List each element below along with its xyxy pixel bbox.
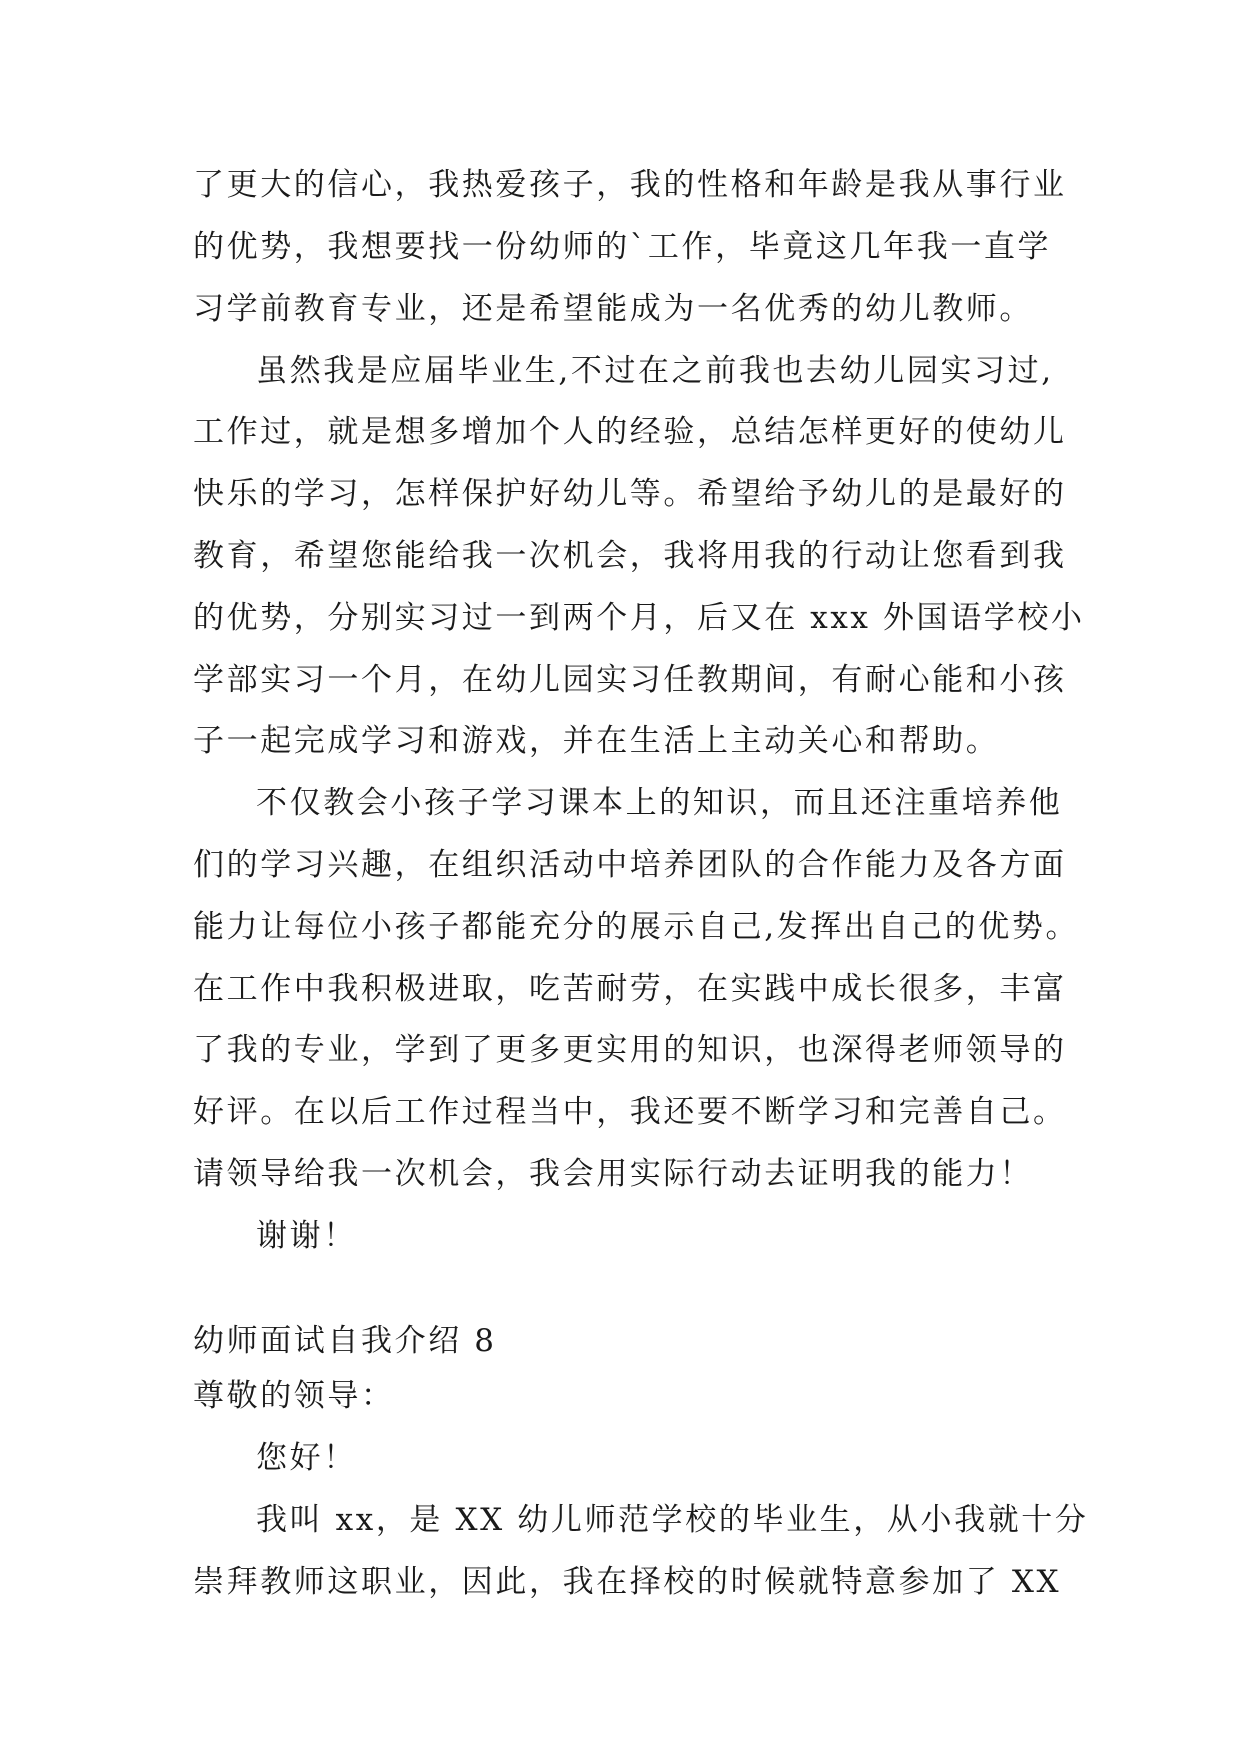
- paragraph-line: 习学前教育专业，还是希望能成为一名优秀的幼儿教师。: [193, 291, 1033, 327]
- paragraph-line: 们的学习兴趣，在组织活动中培养团队的合作能力及各方面: [193, 847, 1067, 883]
- paragraph-line: 快乐的学习，怎样保护好幼儿等。希望给予幼儿的是最好的: [193, 476, 1067, 512]
- paragraph-line: 能力让每位小孩子都能充分的展示自己,发挥出自己的优势。: [193, 909, 1080, 945]
- paragraph-line: 请领导给我一次机会，我会用实际行动去证明我的能力！: [193, 1156, 1033, 1192]
- paragraph-line: 不仅教会小孩子学习课本上的知识，而且还注重培养他: [256, 785, 1063, 821]
- paragraph-line: 好评。在以后工作过程当中，我还要不断学习和完善自己。: [193, 1094, 1067, 1130]
- paragraph-line: 在工作中我积极进取，吃苦耐劳，在实践中成长很多，丰富: [193, 971, 1067, 1007]
- paragraph-line: 了更大的信心，我热爱孩子，我的性格和年龄是我从事行业: [193, 167, 1067, 203]
- paragraph-line: 的优势，分别实习过一到两个月，后又在 xxx 外国语学校小: [193, 600, 1085, 636]
- paragraph-line: 了我的专业，学到了更多更实用的知识，也深得老师领导的: [193, 1032, 1067, 1068]
- paragraph-line: 崇拜教师这职业，因此，我在择校的时候就特意参加了 XX: [193, 1564, 1062, 1600]
- closing-line: 谢谢！: [256, 1218, 357, 1254]
- paragraph-line: 的优势，我想要找一份幼师的`工作，毕竟这几年我一直学: [193, 229, 1052, 265]
- section-heading: 幼师面试自我介绍 8: [193, 1323, 497, 1359]
- greeting: 您好！: [256, 1440, 357, 1476]
- paragraph-line: 我叫 xx，是 XX 幼儿师范学校的毕业生，从小我就十分: [256, 1502, 1089, 1538]
- salutation: 尊敬的领导：: [193, 1378, 395, 1414]
- paragraph-line: 学部实习一个月，在幼儿园实习任教期间，有耐心能和小孩: [193, 662, 1067, 698]
- paragraph-line: 教育，希望您能给我一次机会，我将用我的行动让您看到我: [193, 538, 1067, 574]
- paragraph-line: 工作过，就是想多增加个人的经验，总结怎样更好的使幼儿: [193, 414, 1067, 450]
- paragraph-line: 虽然我是应届毕业生,不过在之前我也去幼儿园实习过,: [256, 353, 1054, 389]
- paragraph-line: 子一起完成学习和游戏，并在生活上主动关心和帮助。: [193, 723, 1000, 759]
